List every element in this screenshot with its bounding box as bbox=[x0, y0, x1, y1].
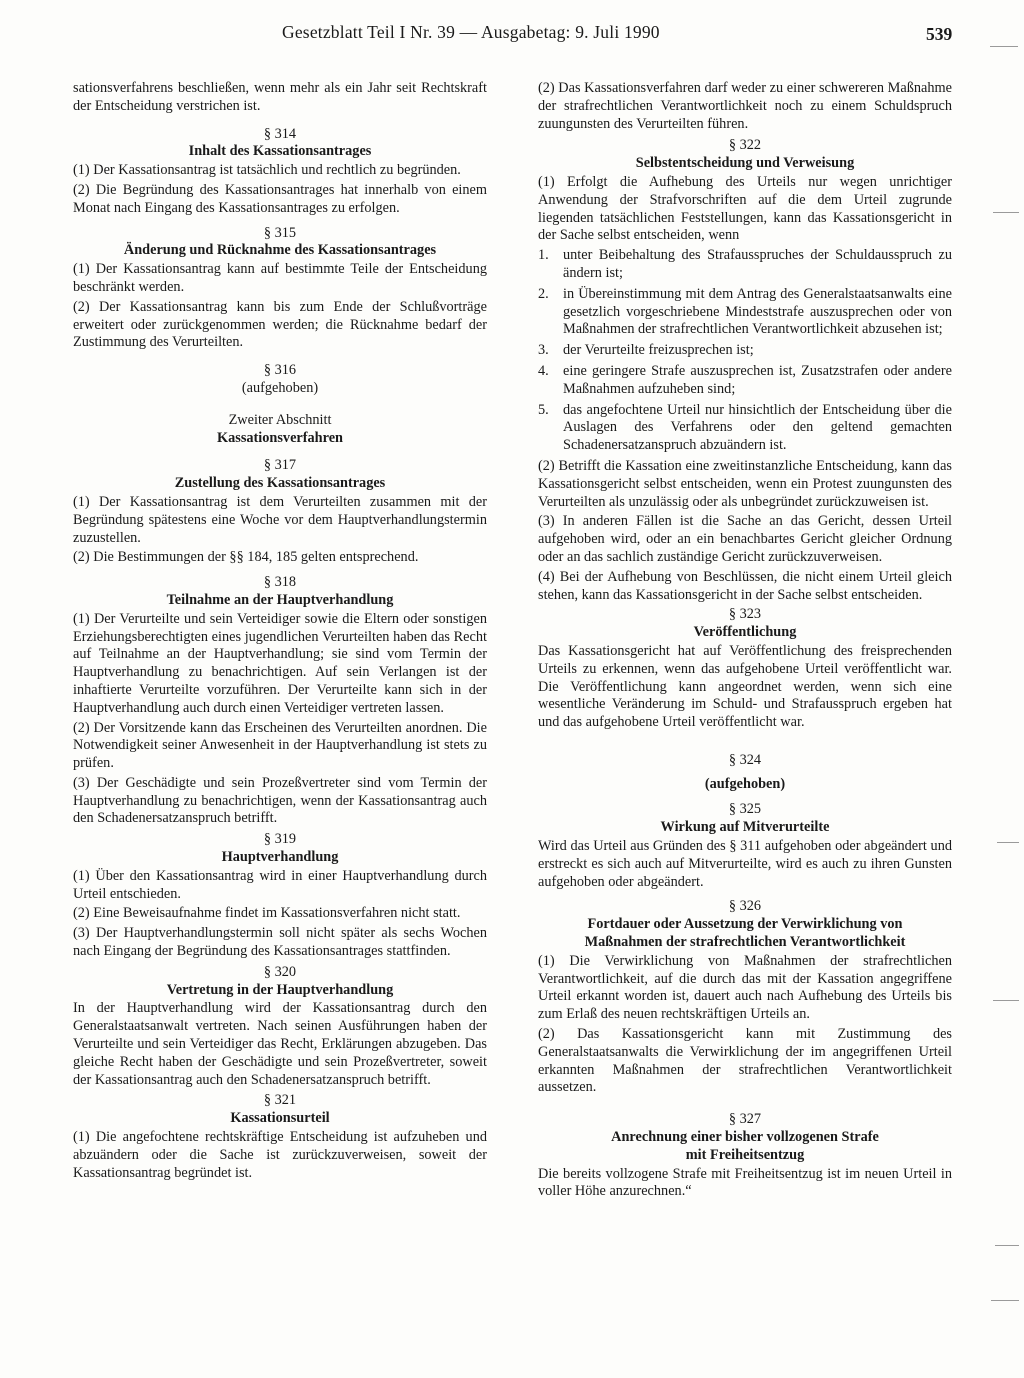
section-title: Wirkung auf Mitverurteilte bbox=[660, 819, 830, 836]
list-item bbox=[538, 247, 952, 283]
paragraph: (1) Der Kassationsantrag kann auf bestimmte Teile der Entscheidung beschränkt werden. bbox=[73, 261, 487, 295]
section-number: § 321 bbox=[263, 1092, 297, 1109]
list-item-number: 3. bbox=[538, 342, 549, 359]
margin-mark bbox=[997, 842, 1019, 843]
list-item-number: 2. bbox=[538, 285, 549, 302]
section-number: § 323 bbox=[728, 606, 762, 623]
section-title-line-2: Maßnahmen der strafrechtlichen Verantwortlichkeit bbox=[584, 934, 906, 951]
paragraph: sationsverfahrens beschließen, wenn mehr als ein Jahr seit Rechtskraft der Entscheidung verstrichen ist. bbox=[73, 80, 487, 114]
list-item-number: 4. bbox=[538, 362, 549, 379]
paragraph: Wird das Urteil aus Gründen des § 311 aufgehoben oder abgeändert und erstreckt es sich auch auf Mitverurteilte, wird es auch zu ihren Gunsten aufgehoben oder abgeändert. bbox=[538, 838, 952, 890]
paragraph: (2) Betrifft die Kassation eine zweitinstanzliche Entscheidung, kann das Kassationsgericht selbst entscheiden, wenn ein Protest zuungunsten des Verurteilten als unzulässig oder als unbegründet zurückzuweisen ist. bbox=[538, 457, 952, 510]
section-number: § 322 bbox=[728, 137, 762, 154]
paragraph: (2) Das Kassationsgericht kann mit Zustimmung des Generalstaatsanwalts die Verwirklichung der im angegriffenen Urteil erkannten Maßnahmen der strafrechtlichen Verantwortlichkeit aussetzen. bbox=[538, 1026, 952, 1096]
paragraph: (1) Der Kassationsantrag ist dem Verurteilten zusammen mit der Begründung spätestens eine Woche vor dem Hauptverhandlungstermin zuzustellen. bbox=[73, 493, 487, 546]
section-number: § 315 bbox=[263, 224, 297, 241]
paragraph: (4) Bei der Aufhebung von Beschlüssen, die nicht einem Urteil gleich stehen, kann das Kassationsgericht in der Sache selbst entscheiden. bbox=[538, 568, 952, 603]
paragraph: In der Hauptverhandlung wird der Kassationsantrag durch den Generalstaatsanwalt vertreten. Nach seinen Ausführungen haben der Verurteilte und sein Verteidiger das Recht, Erklärungen abzugeben. Das gleiche Recht haben der Geschädigte und sein Prozeßvertreter, soweit der Kassationsantrag auch den Schadenersatzanspruch betrifft. bbox=[73, 1000, 487, 1088]
paragraph: (1) Der Kassationsantrag ist tatsächlich und rechtlich zu begründen. bbox=[73, 162, 461, 179]
section-number: § 319 bbox=[263, 831, 297, 848]
right-column bbox=[538, 80, 952, 1203]
paragraph: (2) Die Begründung des Kassationsantrages hat innerhalb von einem Monat nach Eingang des Kassationsantrages zu erfolgen. bbox=[73, 181, 487, 216]
section-number: § 326 bbox=[728, 898, 762, 915]
section-title: Vertretung in der Hauptverhandlung bbox=[166, 981, 394, 998]
gazette-header: Gesetzblatt Teil I Nr. 39 — Ausgabetag: 9. Juli 1990 bbox=[282, 22, 660, 42]
paragraph: (3) Der Geschädigte und sein Prozeßvertreter sind vom Termin der Hauptverhandlung zu benachrichtigen, wenn der Kassationsantrag auch den Schadenersatzanspruch betrifft. bbox=[73, 774, 487, 827]
chapter-label: Zweiter Abschnitt bbox=[228, 411, 332, 428]
page-number: 539 bbox=[926, 24, 953, 44]
left-column bbox=[73, 80, 487, 1184]
list-item-text: unter Beibehaltung des Strafausspruches der Schuldausspruch zu ändern ist; bbox=[563, 247, 952, 281]
numbered-list bbox=[538, 247, 952, 455]
paragraph: (1) Über den Kassationsantrag wird in einer Hauptverhandlung durch Urteil entschieden. bbox=[73, 867, 487, 902]
section-title-line-2: mit Freiheitsentzug bbox=[685, 1146, 805, 1163]
paragraph: (1) Erfolgt die Aufhebung des Urteils nur wegen unrichtiger Anwendung der Strafvorschriften auf die dem Urteil zugrunde liegenden tatsächlichen Feststellungen, kann das Kassationsgericht in der Sache selbst entscheiden, wenn bbox=[538, 173, 952, 244]
section-number: § 325 bbox=[728, 801, 762, 818]
list-item bbox=[538, 363, 952, 399]
list-item bbox=[538, 342, 952, 360]
section-title: Zustellung des Kassationsantrages bbox=[174, 475, 386, 492]
section-number: § 316 bbox=[263, 362, 297, 379]
paragraph: (1) Die Verwirklichung von Maßnahmen der strafrechtlichen Verantwortlichkeit, auf die durch das mit der Kassation angegriffene Urteil erkannt worden ist, dauert auch nach Aufhebung des Urteils bis zum Erlaß des neuen rechtskräftigen Urteils an. bbox=[538, 952, 952, 1023]
section-title-line-1: Anrechnung einer bisher vollzogenen Strafe bbox=[611, 1129, 879, 1146]
paragraph: (1) Die angefochtene rechtskräftige Entscheidung ist aufzuheben und abzuändern oder die Sache ist zurückzuverweisen, soweit der Kassationsantrag begründet ist. bbox=[73, 1129, 487, 1181]
paragraph: (1) Der Verurteilte und sein Verteidiger sowie die Eltern oder sonstigen Erziehungsberechtigten eines jugendlichen Verurteilten haben das Recht auf Teilnahme an der Hauptverhandlung; sie sind vom Termin der Hauptverhandlung zu benachrichtigen. Auf sein Verlangen ist der inhaftierte Verurteilte vorzuführen. Der Verurteilte kann sich in der Hauptverhandlung auch durch einen Verteidiger vertreten lassen. bbox=[73, 610, 487, 716]
margin-mark bbox=[990, 46, 1018, 47]
section-title: Veröffentlichung bbox=[693, 624, 797, 641]
margin-mark bbox=[995, 1245, 1019, 1246]
section-number: § 320 bbox=[263, 963, 297, 980]
paragraph: (3) In anderen Fällen ist die Sache an das Gericht, dessen Urteil aufgehoben wird, oder an ein benachbartes Gericht gleicher Ordnung oder an das sachlich zuständige Gericht zurückzuverweisen. bbox=[538, 513, 952, 565]
section-title: Hauptverhandlung bbox=[221, 849, 339, 866]
list-item-text: eine geringere Strafe auszusprechen ist, Zusatzstrafen oder andere Maßnahmen aufzuheben sind; bbox=[563, 362, 952, 397]
section-title: Teilnahme an der Hauptverhandlung bbox=[166, 591, 394, 608]
list-item-text: der Verurteilte freizusprechen ist; bbox=[563, 342, 754, 359]
list-item-number: 1. bbox=[538, 247, 549, 264]
section-title: Kassationsurteil bbox=[230, 1110, 330, 1127]
section-number: § 314 bbox=[263, 125, 297, 142]
section-title: Änderung und Rücknahme des Kassationsantrages bbox=[123, 242, 437, 259]
paragraph: (3) Der Hauptverhandlungstermin soll nicht später als sechs Wochen nach Eingang der Begründung des Kassationsantrages stattfinden. bbox=[73, 925, 487, 960]
paragraph: (2) Der Kassationsantrag kann bis zum Ende der Schlußvorträge erweitert oder zurückgenommen werden; die Rücknahme bedarf der Zustimmung des Verurteilten. bbox=[73, 298, 487, 351]
margin-mark bbox=[991, 1300, 1019, 1301]
list-item-number: 5. bbox=[538, 401, 549, 418]
section-note: (aufgehoben) bbox=[241, 379, 319, 396]
margin-mark bbox=[993, 1000, 1019, 1001]
paragraph: (2) Die Bestimmungen der §§ 184, 185 gelten entsprechend. bbox=[73, 549, 419, 566]
chapter-title: Kassationsverfahren bbox=[216, 429, 344, 446]
section-title: Selbstentscheidung und Verweisung bbox=[635, 155, 855, 172]
list-item bbox=[538, 402, 952, 455]
section-number: § 318 bbox=[263, 574, 297, 591]
section-number: § 317 bbox=[263, 457, 297, 474]
list-item bbox=[538, 286, 952, 339]
section-number: § 324 bbox=[728, 751, 762, 768]
list-item-text: das angefochtene Urteil nur hinsichtlich der Entscheidung über die Auslagen des Verfahrens oder den geltend gemachten Schadenersatzanspruch abzuändern ist. bbox=[563, 401, 952, 454]
section-number: § 327 bbox=[728, 1111, 762, 1128]
paragraph: (2) Das Kassationsverfahren darf weder zu einer schwereren Maßnahme der strafrechtlichen Verantwortlichkeit noch zu einem Schuldspruch zuungunsten des Verurteilten führen. bbox=[538, 80, 952, 132]
list-item-text: in Übereinstimmung mit dem Antrag des Generalstaatsanwalts eine gesetzlich vorgeschriebene Mindeststrafe auszusprechen oder von Maßnahmen der strafrechtlichen Verantwortlichkeit abzusehen ist; bbox=[563, 285, 952, 338]
section-title: Inhalt des Kassationsantrages bbox=[188, 143, 372, 160]
section-note: (aufgehoben) bbox=[704, 775, 786, 792]
paragraph: (2) Der Vorsitzende kann das Erscheinen des Verurteilten anordnen. Die Notwendigkeit seiner Anwesenheit in der Hauptverhandlung ist stets zu prüfen. bbox=[73, 719, 487, 772]
section-title-line-1: Fortdauer oder Aussetzung der Verwirklichung von bbox=[587, 916, 903, 933]
paragraph: Die bereits vollzogene Strafe mit Freiheitsentzug ist im neuen Urteil in voller Höhe anzurechnen.“ bbox=[538, 1165, 952, 1200]
paragraph: Das Kassationsgericht hat auf Veröffentlichung des freisprechenden Urteils zu erkennen, wenn das aufgehobene Urteil veröffentlicht war. Die Veröffentlichung kann angeordnet werden, wenn sich eine wesentliche Veränderung im Schuld- und Strafausspruch ergeben hat und das aufgehobene Urteil veröffentlicht war. bbox=[538, 642, 952, 731]
paragraph: (2) Eine Beweisaufnahme findet im Kassationsverfahren nicht statt. bbox=[73, 905, 461, 922]
margin-mark bbox=[993, 212, 1019, 213]
